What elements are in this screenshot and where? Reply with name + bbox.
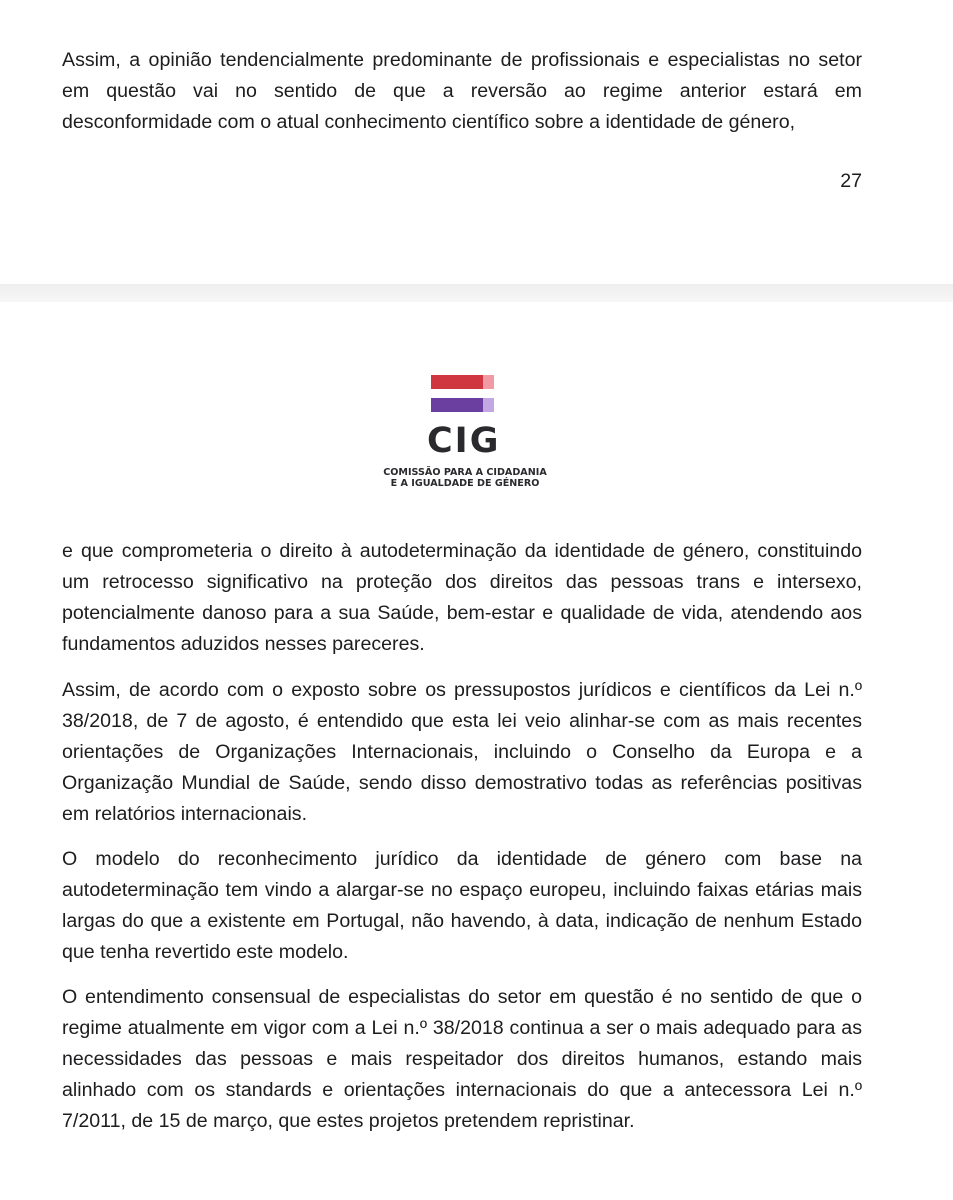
document-page-bottom [0, 302, 953, 1200]
logo-red-bar [431, 375, 483, 389]
logo-subtitle-line2: E A IGUALDADE DE GÉNERO [390, 478, 540, 489]
page-separator [0, 284, 953, 302]
logo-wordmark: CIG [427, 421, 501, 461]
logo-red-bar-light [483, 375, 494, 389]
paragraph-self-determination-model: O modelo do reconhecimento jurídico da identidade de género com base na autodeterminação tem vindo a alargar-se no espaço europeu, incluindo faixas etárias mais largas do que a existente em Portugal, não havendo, à data, indicação de nenhum Estado que tenha revertido este modelo. [62, 848, 862, 963]
paragraph-expert-consensus: O entendimento consensual de especialistas do setor em questão é no sentido de que o regime atualmente em vigor com a Lei n.º 38/2018 continua a ser o mais adequado para as necessidades das pessoas e mais respeitador dos direitos humanos, estando mais alinhado com os standards e orientações internacionais do que a antecessora Lei n.º 7/2011, de 15 de março, que estes projetos pretendem repristinar. [62, 986, 862, 1132]
paragraph-continuation: e que comprometeria o direito à autodeterminação da identidade de género, constituindo um retrocesso significativo na proteção dos direitos das pessoas trans e intersexo, potencialmente danoso para a sua Saúde, bem-estar e qualidade de vida, atendendo aos fundamentos aduzidos nesses pareceres. [62, 540, 862, 655]
logo-purple-bar-light [483, 398, 494, 412]
page-number: 27 [840, 170, 862, 192]
paragraph-opinion: Assim, a opinião tendencialmente predominante de profissionais e especialistas no setor em questão vai no sentido de que a reversão ao regime anterior estará em desconformidade com o atual conhecimento científico sobre a identidade de género, [62, 49, 862, 133]
logo-purple-bar [431, 398, 483, 412]
paragraph-legal-basis: Assim, de acordo com o exposto sobre os pressupostos jurídicos e científicos da Lei n.º 38/2018, de 7 de agosto, é entendido que esta lei veio alinhar-se com as mais recentes orientações de Organizações Internacionais, incluindo o Conselho da Europa e a Organização Mundial de Saúde, sendo disso demostrativo todas as referências positivas em relatórios internacionais. [62, 679, 862, 825]
logo-subtitle-line1: COMISSÃO PARA A CIDADANIA [383, 467, 547, 478]
document-page-top [0, 0, 953, 284]
cig-logo [380, 374, 550, 494]
